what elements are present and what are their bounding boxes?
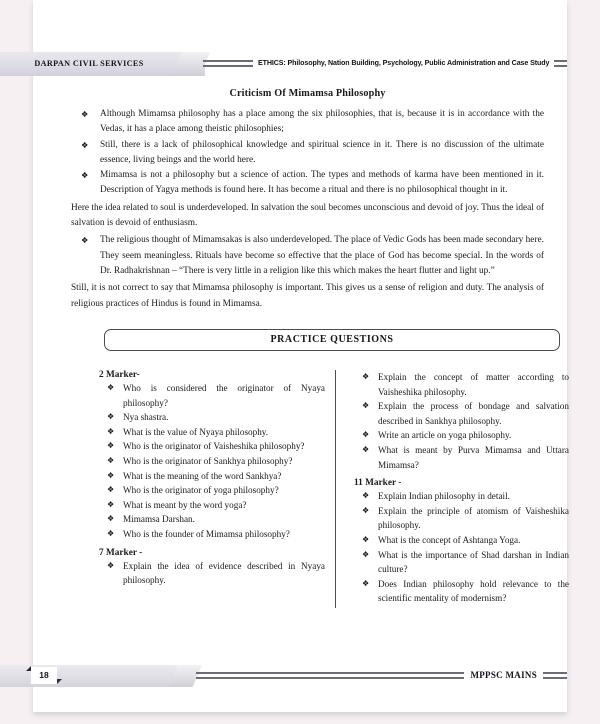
question-text: Who is the originator of yoga philosophy? xyxy=(123,485,279,496)
question-text: Mimamsa Darshan. xyxy=(123,514,195,525)
list-item-text: The religious thought of Mimamsakas is also underdeveloped. The place of Vedic Gods has been made secondary here. They seem meaningless. Rituals have become so effective that the place of God has become special. In the words of Dr. Radhakrishnan – “There is very little in a religion like this which makes the heart flutter and light up.” xyxy=(100,235,544,276)
list-item xyxy=(354,489,569,504)
list-item xyxy=(354,399,569,428)
diamond-bullet-icon: ❖ xyxy=(362,401,370,411)
header-brand-name: DARPAN CIVIL SERVICES xyxy=(34,59,144,68)
list-item xyxy=(99,425,325,440)
bullet-list-top xyxy=(71,107,544,199)
practice-questions-box xyxy=(104,329,560,351)
questions-columns xyxy=(71,370,569,610)
diamond-bullet-icon: ❖ xyxy=(107,485,115,495)
diamond-bullet-icon: ❖ xyxy=(81,170,89,181)
diamond-bullet-icon: ❖ xyxy=(107,470,115,480)
list-item xyxy=(99,381,325,410)
list-item xyxy=(354,443,569,472)
list-item xyxy=(71,138,544,169)
list-item xyxy=(99,512,325,527)
diamond-bullet-icon: ❖ xyxy=(362,444,370,454)
diamond-bullet-icon: ❖ xyxy=(362,491,370,501)
footer-right-tick-icon xyxy=(57,679,62,684)
question-text: What is meant by the word yoga? xyxy=(123,499,247,510)
question-text: Who is the originator of Sankhya philosophy? xyxy=(123,455,293,466)
question-text: Explain Indian philosophy in detail. xyxy=(378,491,510,502)
question-text: Explain the principle of atomism of Vaisheshika philosophy. xyxy=(378,505,569,531)
question-list-7-marker xyxy=(99,559,325,588)
page-header xyxy=(0,52,567,76)
list-item xyxy=(354,428,569,443)
list-item xyxy=(99,527,325,542)
question-text: Who is considered the originator of Nyaya philosophy? xyxy=(123,383,325,408)
list-item xyxy=(354,370,569,399)
question-text: Explain the process of bondage and salvation described in Sankhya philosophy. xyxy=(378,401,569,426)
list-item xyxy=(354,533,569,548)
list-item xyxy=(354,504,569,533)
diamond-bullet-icon: ❖ xyxy=(107,499,115,509)
footer-exam-title: MPPSC MAINS xyxy=(464,667,543,684)
page-content xyxy=(71,88,544,312)
bullet-list-middle xyxy=(71,233,544,279)
list-item xyxy=(71,233,544,279)
diamond-bullet-icon: ❖ xyxy=(362,578,370,588)
practice-questions-label: PRACTICE QUESTIONS xyxy=(270,334,394,345)
question-list-2-marker xyxy=(99,381,325,542)
paragraph-one: Here the idea related to soul is underdeveloped. In salvation the soul becomes unconscious and devoid of joy. Thus the ideal of salvation is devoid of enthusiasm. xyxy=(71,202,544,229)
column-divider xyxy=(335,370,336,608)
question-text: What is the importance of Shad darshan in Indian culture? xyxy=(378,549,569,575)
list-item xyxy=(99,483,325,498)
diamond-bullet-icon: ❖ xyxy=(362,534,370,544)
diamond-bullet-icon: ❖ xyxy=(81,235,89,246)
question-list-continued xyxy=(354,370,569,472)
questions-right-column xyxy=(354,370,569,612)
diamond-bullet-icon: ❖ xyxy=(362,549,370,559)
question-text: Explain the idea of evidence described in Nyaya philosophy. xyxy=(123,560,325,586)
list-item xyxy=(354,577,569,606)
list-item-text: Although Mimamsa philosophy has a place among the six philosophies, that is, because it is in accordance with the Vedas, it has a place among theistic philosophies; xyxy=(100,109,544,135)
marker-heading-7: 7 Marker - xyxy=(99,547,143,558)
diamond-bullet-icon: ❖ xyxy=(81,139,89,150)
list-item xyxy=(99,498,325,513)
list-item xyxy=(99,454,325,469)
diamond-bullet-icon: ❖ xyxy=(107,426,115,436)
question-text: Explain the concept of matter according to Vaisheshika philosophy. xyxy=(378,372,569,397)
paragraph-two: Still, it is not correct to say that Mimamsa philosophy is important. This gives us a sense of religion and duty. The analysis of religious practices of Hindus is found in Mimamsa. xyxy=(71,283,544,309)
document-page xyxy=(33,0,567,712)
list-item-text: Still, there is a lack of philosophical knowledge and spiritual science in it. There is no discussion of the ultimate essence, living beings and the world here. xyxy=(100,139,544,165)
question-text: What is the concept of Ashtanga Yoga. xyxy=(378,534,521,545)
page-footer xyxy=(0,665,567,687)
diamond-bullet-icon: ❖ xyxy=(362,505,370,515)
list-item xyxy=(71,107,544,138)
diamond-bullet-icon: ❖ xyxy=(107,412,115,422)
question-text: Does Indian philosophy hold relevance to the scientific mentality of modernism? xyxy=(378,578,569,604)
question-list-11-marker xyxy=(354,489,569,606)
question-text: What is the value of Nyaya philosophy. xyxy=(123,426,269,437)
diamond-bullet-icon: ❖ xyxy=(107,455,115,465)
list-item xyxy=(99,439,325,454)
list-item xyxy=(99,469,325,484)
page-number: 18 xyxy=(31,667,57,684)
question-text: What is meant by Purva Mimamsa and Uttara Mimamsa? xyxy=(378,444,569,470)
header-subject-title: ETHICS: Philosophy, Nation Building, Psychology, Public Administration and Case Study xyxy=(253,54,554,72)
question-text: Who is the originator of Vaisheshika philosophy? xyxy=(123,441,305,452)
list-item xyxy=(99,559,325,588)
diamond-bullet-icon: ❖ xyxy=(107,560,115,570)
list-item xyxy=(71,168,544,199)
section-heading: Criticism Of Mimamsa Philosophy xyxy=(229,88,386,99)
list-item xyxy=(354,548,569,577)
marker-heading-2: 2 Marker- xyxy=(99,370,140,380)
diamond-bullet-icon: ❖ xyxy=(107,514,115,524)
diamond-bullet-icon: ❖ xyxy=(81,109,89,119)
diamond-bullet-icon: ❖ xyxy=(362,372,370,381)
question-text: Write an article on yoga philosophy. xyxy=(378,430,512,441)
diamond-bullet-icon: ❖ xyxy=(107,441,115,451)
question-text: Who is the founder of Mimamsa philosophy? xyxy=(123,528,290,539)
diamond-bullet-icon: ❖ xyxy=(107,383,115,392)
list-item-text: Mimamsa is not a philosophy but a science of action. The types and methods of karma have been mentioned in it. Description of Yagya methods is found here. It has become a ritual and there is no philosophical thought in it. xyxy=(100,170,544,196)
diamond-bullet-icon: ❖ xyxy=(107,528,115,538)
question-text: What is the meaning of the word Sankhya? xyxy=(123,470,282,481)
list-item xyxy=(99,410,325,425)
diamond-bullet-icon: ❖ xyxy=(362,430,370,440)
marker-heading-11: 11 Marker - xyxy=(354,478,402,489)
questions-left-column xyxy=(99,370,325,594)
question-text: Nya shastra. xyxy=(123,412,169,423)
